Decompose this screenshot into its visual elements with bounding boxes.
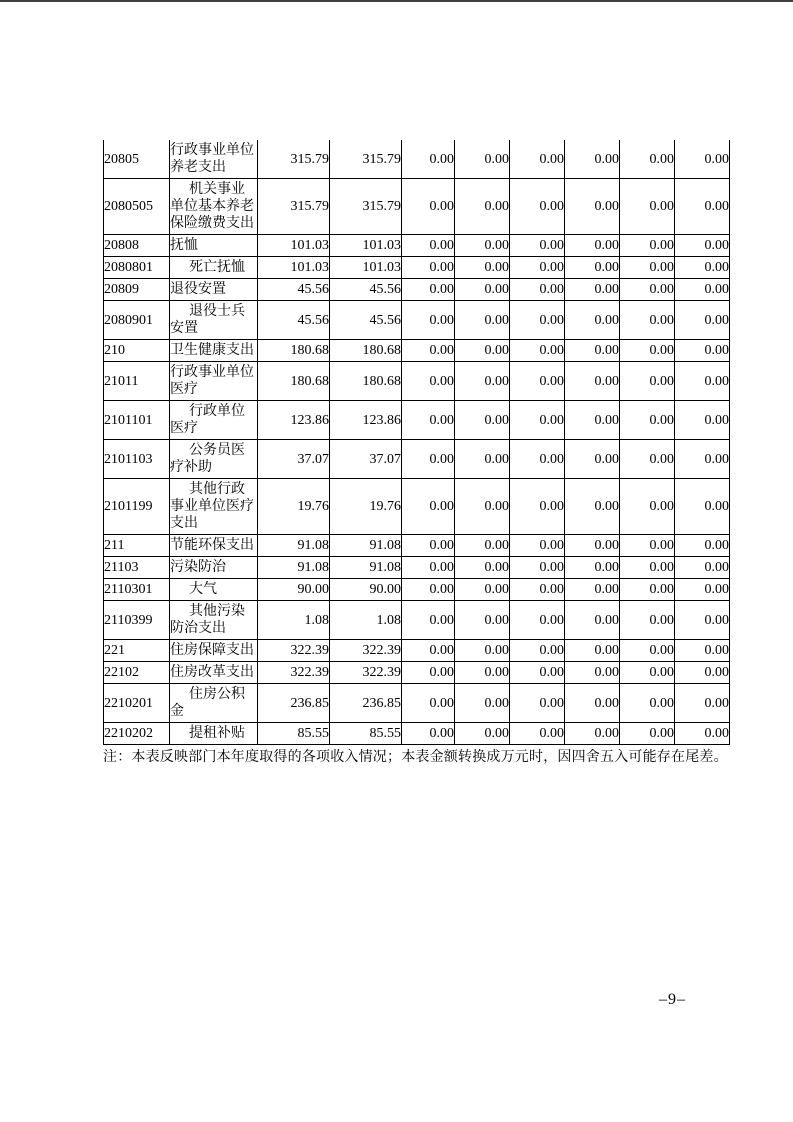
name-cell: 污染防治 [170, 557, 258, 579]
page-number: –9– [659, 991, 686, 1008]
value-cell: 0.00 [620, 579, 675, 601]
value-cell: 0.00 [455, 440, 510, 479]
value-cell: 0.00 [402, 723, 455, 745]
value-cell: 0.00 [620, 684, 675, 723]
value-cell: 0.00 [402, 279, 455, 301]
value-cell: 315.79 [258, 140, 330, 179]
value-cell: 37.07 [330, 440, 402, 479]
value-cell: 0.00 [565, 301, 620, 340]
name-cell: 节能环保支出 [170, 535, 258, 557]
value-cell: 180.68 [330, 362, 402, 401]
value-cell: 0.00 [455, 235, 510, 257]
name-cell: 卫生健康支出 [170, 340, 258, 362]
value-cell: 0.00 [510, 279, 565, 301]
value-cell: 91.08 [258, 557, 330, 579]
value-cell: 315.79 [330, 140, 402, 179]
value-cell: 0.00 [620, 557, 675, 579]
value-cell: 322.39 [330, 640, 402, 662]
value-cell: 0.00 [675, 579, 730, 601]
value-cell: 0.00 [455, 257, 510, 279]
value-cell: 0.00 [510, 301, 565, 340]
value-cell: 180.68 [330, 340, 402, 362]
value-cell: 0.00 [620, 440, 675, 479]
value-cell: 0.00 [620, 301, 675, 340]
value-cell: 0.00 [510, 440, 565, 479]
value-cell: 0.00 [455, 140, 510, 179]
income-table [103, 140, 730, 745]
value-cell: 0.00 [565, 640, 620, 662]
value-cell: 0.00 [565, 723, 620, 745]
value-cell: 0.00 [402, 601, 455, 640]
code-cell: 221 [104, 640, 170, 662]
value-cell: 0.00 [510, 557, 565, 579]
value-cell: 0.00 [510, 340, 565, 362]
value-cell: 0.00 [402, 579, 455, 601]
value-cell: 101.03 [258, 235, 330, 257]
value-cell: 0.00 [675, 684, 730, 723]
name-cell: 其他行政事业单位医疗支出 [170, 479, 258, 535]
value-cell: 0.00 [402, 401, 455, 440]
value-cell: 91.08 [330, 557, 402, 579]
name-cell: 住房改革支出 [170, 662, 258, 684]
value-cell: 0.00 [675, 479, 730, 535]
value-cell: 0.00 [510, 684, 565, 723]
table-row [104, 640, 730, 662]
value-cell: 90.00 [330, 579, 402, 601]
code-cell: 2080901 [104, 301, 170, 340]
value-cell: 0.00 [510, 401, 565, 440]
name-cell: 行政事业单位医疗 [170, 362, 258, 401]
value-cell: 0.00 [402, 362, 455, 401]
value-cell: 0.00 [402, 235, 455, 257]
value-cell: 0.00 [402, 440, 455, 479]
value-cell: 0.00 [675, 301, 730, 340]
value-cell: 91.08 [258, 535, 330, 557]
value-cell: 322.39 [258, 640, 330, 662]
value-cell: 0.00 [565, 179, 620, 235]
value-cell: 0.00 [510, 362, 565, 401]
value-cell: 0.00 [675, 557, 730, 579]
value-cell: 0.00 [620, 179, 675, 235]
code-cell: 210 [104, 340, 170, 362]
value-cell: 0.00 [675, 440, 730, 479]
value-cell: 0.00 [565, 257, 620, 279]
value-cell: 0.00 [620, 140, 675, 179]
value-cell: 0.00 [620, 640, 675, 662]
value-cell: 0.00 [675, 640, 730, 662]
value-cell: 0.00 [620, 723, 675, 745]
value-cell: 0.00 [675, 362, 730, 401]
table-row [104, 140, 730, 179]
table-row [104, 235, 730, 257]
value-cell: 0.00 [565, 140, 620, 179]
code-cell: 2101101 [104, 401, 170, 440]
value-cell: 0.00 [402, 557, 455, 579]
value-cell: 0.00 [455, 362, 510, 401]
value-cell: 0.00 [402, 684, 455, 723]
code-cell: 2080505 [104, 179, 170, 235]
value-cell: 0.00 [675, 340, 730, 362]
code-cell: 21011 [104, 362, 170, 401]
code-cell: 2210201 [104, 684, 170, 723]
value-cell: 0.00 [455, 535, 510, 557]
value-cell: 0.00 [675, 140, 730, 179]
value-cell: 0.00 [455, 279, 510, 301]
value-cell: 85.55 [258, 723, 330, 745]
value-cell: 236.85 [330, 684, 402, 723]
value-cell: 0.00 [510, 257, 565, 279]
value-cell: 0.00 [455, 579, 510, 601]
value-cell: 0.00 [402, 179, 455, 235]
value-cell: 322.39 [258, 662, 330, 684]
table-row [104, 440, 730, 479]
table-row [104, 479, 730, 535]
value-cell: 0.00 [455, 479, 510, 535]
code-cell: 211 [104, 535, 170, 557]
value-cell: 0.00 [620, 535, 675, 557]
value-cell: 236.85 [258, 684, 330, 723]
table-row [104, 723, 730, 745]
code-cell: 22102 [104, 662, 170, 684]
value-cell: 0.00 [620, 279, 675, 301]
value-cell: 0.00 [510, 723, 565, 745]
value-cell: 90.00 [258, 579, 330, 601]
table-row [104, 579, 730, 601]
value-cell: 0.00 [565, 279, 620, 301]
table-note: 注：本表反映部门本年度取得的各项收入情况；本表金额转换成万元时，因四舍五入可能存在尾差。 [103, 750, 728, 765]
value-cell: 0.00 [565, 362, 620, 401]
table-row [104, 662, 730, 684]
value-cell: 0.00 [675, 235, 730, 257]
value-cell: 0.00 [455, 662, 510, 684]
code-cell: 20809 [104, 279, 170, 301]
value-cell: 0.00 [402, 301, 455, 340]
value-cell: 0.00 [510, 479, 565, 535]
value-cell: 0.00 [510, 640, 565, 662]
value-cell: 0.00 [455, 723, 510, 745]
value-cell: 0.00 [675, 601, 730, 640]
value-cell: 0.00 [455, 401, 510, 440]
code-cell: 20805 [104, 140, 170, 179]
name-cell: 退役士兵安置 [170, 301, 258, 340]
value-cell: 0.00 [620, 401, 675, 440]
value-cell: 0.00 [565, 684, 620, 723]
value-cell: 0.00 [675, 723, 730, 745]
value-cell: 0.00 [565, 401, 620, 440]
value-cell: 0.00 [620, 601, 675, 640]
table-row [104, 179, 730, 235]
value-cell: 45.56 [258, 279, 330, 301]
value-cell: 0.00 [565, 479, 620, 535]
name-cell: 退役安置 [170, 279, 258, 301]
value-cell: 0.00 [675, 179, 730, 235]
value-cell: 0.00 [510, 140, 565, 179]
table-row [104, 279, 730, 301]
value-cell: 0.00 [675, 279, 730, 301]
value-cell: 0.00 [510, 235, 565, 257]
table-section [103, 140, 731, 767]
value-cell: 0.00 [565, 601, 620, 640]
name-cell: 抚恤 [170, 235, 258, 257]
value-cell: 101.03 [330, 235, 402, 257]
code-cell: 20808 [104, 235, 170, 257]
value-cell: 0.00 [455, 557, 510, 579]
table-row [104, 340, 730, 362]
name-cell: 行政单位医疗 [170, 401, 258, 440]
value-cell: 45.56 [258, 301, 330, 340]
value-cell: 0.00 [402, 140, 455, 179]
value-cell: 0.00 [510, 601, 565, 640]
value-cell: 19.76 [258, 479, 330, 535]
value-cell: 0.00 [402, 257, 455, 279]
code-cell: 2210202 [104, 723, 170, 745]
table-row [104, 301, 730, 340]
value-cell: 0.00 [402, 640, 455, 662]
value-cell: 0.00 [455, 684, 510, 723]
table-row [104, 257, 730, 279]
value-cell: 0.00 [620, 362, 675, 401]
code-cell: 2080801 [104, 257, 170, 279]
name-cell: 提租补贴 [170, 723, 258, 745]
value-cell: 0.00 [675, 535, 730, 557]
code-cell: 2101103 [104, 440, 170, 479]
value-cell: 0.00 [675, 662, 730, 684]
table-row [104, 362, 730, 401]
value-cell: 123.86 [330, 401, 402, 440]
value-cell: 0.00 [402, 340, 455, 362]
value-cell: 0.00 [565, 235, 620, 257]
value-cell: 37.07 [258, 440, 330, 479]
value-cell: 322.39 [330, 662, 402, 684]
value-cell: 101.03 [330, 257, 402, 279]
value-cell: 1.08 [330, 601, 402, 640]
table-row [104, 401, 730, 440]
value-cell: 0.00 [565, 340, 620, 362]
value-cell: 0.00 [510, 579, 565, 601]
value-cell: 0.00 [565, 579, 620, 601]
value-cell: 85.55 [330, 723, 402, 745]
value-cell: 0.00 [620, 662, 675, 684]
value-cell: 0.00 [675, 257, 730, 279]
value-cell: 0.00 [620, 479, 675, 535]
table-row [104, 557, 730, 579]
value-cell: 0.00 [455, 301, 510, 340]
table-row [104, 684, 730, 723]
code-cell: 2110301 [104, 579, 170, 601]
value-cell: 0.00 [510, 179, 565, 235]
value-cell: 0.00 [620, 340, 675, 362]
value-cell: 0.00 [565, 440, 620, 479]
value-cell: 123.86 [258, 401, 330, 440]
value-cell: 1.08 [258, 601, 330, 640]
value-cell: 315.79 [330, 179, 402, 235]
value-cell: 19.76 [330, 479, 402, 535]
value-cell: 0.00 [510, 535, 565, 557]
value-cell: 180.68 [258, 362, 330, 401]
value-cell: 180.68 [258, 340, 330, 362]
value-cell: 0.00 [620, 257, 675, 279]
table-row [104, 601, 730, 640]
code-cell: 21103 [104, 557, 170, 579]
name-cell: 死亡抚恤 [170, 257, 258, 279]
name-cell: 大气 [170, 579, 258, 601]
value-cell: 0.00 [675, 401, 730, 440]
value-cell: 0.00 [510, 662, 565, 684]
name-cell: 公务员医疗补助 [170, 440, 258, 479]
value-cell: 0.00 [565, 557, 620, 579]
name-cell: 行政事业单位养老支出 [170, 140, 258, 179]
value-cell: 0.00 [455, 179, 510, 235]
name-cell: 住房公积金 [170, 684, 258, 723]
value-cell: 0.00 [402, 662, 455, 684]
value-cell: 0.00 [455, 340, 510, 362]
value-cell: 0.00 [455, 640, 510, 662]
name-cell: 其他污染防治支出 [170, 601, 258, 640]
name-cell: 住房保障支出 [170, 640, 258, 662]
value-cell: 91.08 [330, 535, 402, 557]
value-cell: 45.56 [330, 301, 402, 340]
value-cell: 0.00 [402, 479, 455, 535]
value-cell: 0.00 [565, 662, 620, 684]
code-cell: 2101199 [104, 479, 170, 535]
page-top-edge [0, 0, 793, 2]
value-cell: 0.00 [455, 601, 510, 640]
value-cell: 0.00 [620, 235, 675, 257]
value-cell: 101.03 [258, 257, 330, 279]
value-cell: 315.79 [258, 179, 330, 235]
value-cell: 0.00 [402, 535, 455, 557]
table-row [104, 535, 730, 557]
value-cell: 0.00 [565, 535, 620, 557]
name-cell: 机关事业单位基本养老保险缴费支出 [170, 179, 258, 235]
value-cell: 45.56 [330, 279, 402, 301]
code-cell: 2110399 [104, 601, 170, 640]
